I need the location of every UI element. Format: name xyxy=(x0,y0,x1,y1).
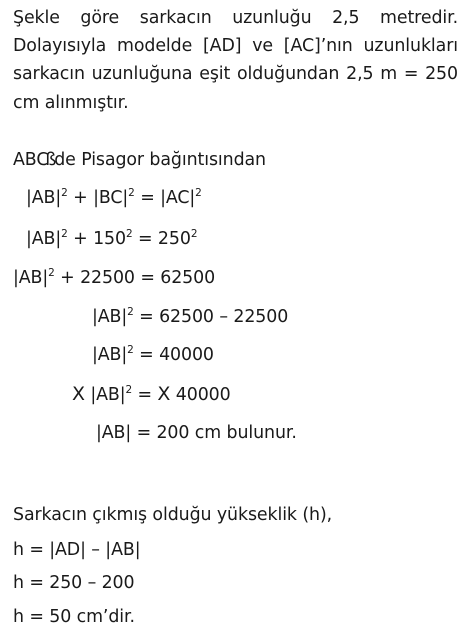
exponent: 2 xyxy=(127,344,134,356)
term-ab: |AB| xyxy=(26,229,62,249)
exponent: 2 xyxy=(125,384,133,396)
pythagoras-heading-text: de Pisagor bağıntısından xyxy=(54,150,266,170)
exponent: 2 xyxy=(195,187,202,199)
term-ac: = |AC| xyxy=(134,188,196,208)
square-root-icon: X xyxy=(72,383,85,405)
intro-line-3: sarkacın uzunluğuna eşit olduğundan 2,5 m = 250 xyxy=(13,64,458,85)
result-text: |AB| = 200 cm bulunur. xyxy=(96,423,297,443)
equation-step-7 xyxy=(96,423,297,443)
equation-step-2 xyxy=(26,229,197,249)
exponent: 2 xyxy=(48,267,55,279)
term-ab: |AB| xyxy=(84,385,126,405)
square-root-icon: X xyxy=(157,383,171,405)
equation-rest: + 22500 = 62500 xyxy=(54,268,216,288)
equation-step-4 xyxy=(92,307,288,327)
exponent: 2 xyxy=(61,228,68,240)
exponent: 2 xyxy=(127,306,134,318)
height-line-2: h = 250 – 200 xyxy=(13,573,135,593)
height-heading: Sarkacın çıkmış olduğu yükseklik (h), xyxy=(13,505,333,525)
intro-paragraph xyxy=(13,4,458,117)
term-ab: |AB| xyxy=(13,268,49,288)
exponent: 2 xyxy=(128,187,135,199)
equation-step-3 xyxy=(13,268,215,288)
term-ab: |AB| xyxy=(92,345,128,365)
pythagoras-heading xyxy=(13,150,266,170)
equation-rest: = 40000 xyxy=(133,345,214,365)
equation-step-5 xyxy=(92,345,214,365)
equation-rest: 40000 xyxy=(170,385,231,405)
term-ab: |AB| xyxy=(26,188,62,208)
exponent: 2 xyxy=(61,187,68,199)
equation-step-1 xyxy=(26,188,202,208)
term-bc: + |BC| xyxy=(67,188,129,208)
equals-sign: = xyxy=(132,385,158,405)
exponent: 2 xyxy=(125,228,133,240)
intro-line-1: Şekle göre sarkacın uzunluğu 2,5 metredir. xyxy=(13,8,458,28)
term-ab: |AB| xyxy=(92,307,128,327)
term-250: = 250 xyxy=(132,229,191,249)
equation-rest: = 62500 – 22500 xyxy=(133,307,289,327)
intro-line-4: cm alınmıştır. xyxy=(13,92,129,113)
height-line-1: h = |AD| – |AB| xyxy=(13,540,141,560)
exponent: 2 xyxy=(190,228,198,240)
term-150: + 150 xyxy=(67,229,126,249)
equation-step-6 xyxy=(72,383,231,405)
triangle-name: ABC xyxy=(13,150,49,170)
height-line-3: h = 50 cm’dir. xyxy=(13,607,135,627)
intro-line-2: Dolayısıyla modelde [AD] ve [AC]’nın uzunlukları xyxy=(13,36,458,57)
triangle-mark-icon: ß xyxy=(45,150,57,170)
